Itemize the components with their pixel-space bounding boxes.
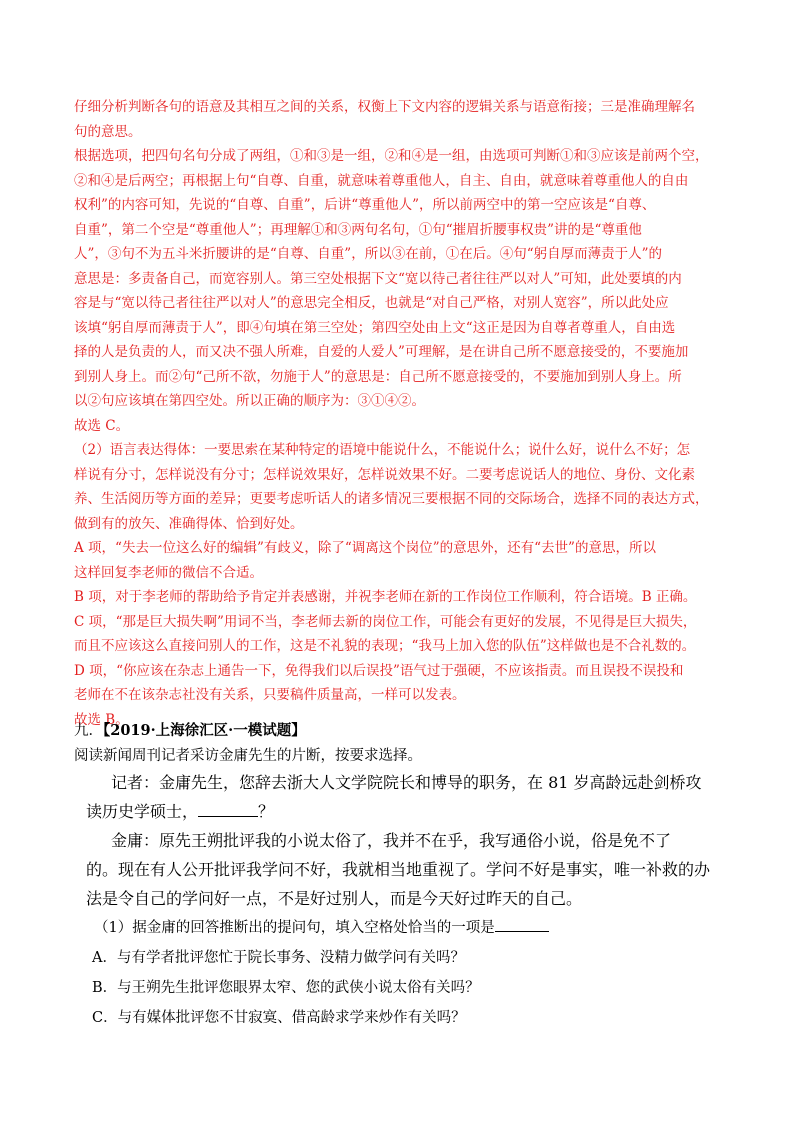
question-number: 九． [74,723,103,739]
answer-line: 意思是：多责备自己，而宽容别人。第三空处根据下文“宽以待己者往往严以对人”可知，此处要填的内 [74,270,682,287]
reporter-line-continued: 读历史学硕士， ？ [0,797,800,826]
jinyong-line: 法是令自己的学问好一点，不是好过别人，而是今天好过昨天的自己。 [86,889,583,908]
answer-line: 做到有的放矢、准确得体、恰到好处。 [74,515,304,532]
question-source: 【2019·上海徐汇区·一模试题】 [103,722,306,739]
answer-line: 样说有分寸，怎样说没有分寸；怎样说效果好，怎样说效果不好。二要考虑说话人的地位、身份、文化素 [74,466,695,483]
question-instruction: 阅读新闻周刊记者采访金庸先生的片断，按要求选择。 [74,748,422,764]
fill-blank [198,798,258,817]
answer-line: D 项，“你应该在杂志上通告一下，免得我们以后误投”语气过于强硬，不应该指责。而且误投不误投和 [74,662,684,679]
answer-line: 人”，③句不为五斗米折腰讲的是“自尊、自重”，所以③在前，①在后。④句“躬自厚而薄责于人”的 [74,246,663,262]
interview-excerpt [0,768,800,913]
question-heading [0,718,800,744]
answer-line: B 项，对于李老师的帮助给予肯定并表感谢，并祝李老师在新的工作岗位工作顺利，符合语境。B 正确。 [74,589,697,605]
answer-line: 根据选项，把四句名句分成了两组，①和③是一组，②和④是一组，由选项可判断①和③应该是前两个空， [74,148,709,164]
answer-line: 该填“躬自厚而薄责于人”，即④句填在第三空处；第四空处由上文“这正是因为自尊者尊重人，自由选 [74,319,676,336]
answer-line: 而且不应该这么直接问别人的工作，这是不礼貌的表现；“我马上加入您的队伍”这样做也是不合礼数的。 [74,638,696,654]
reporter-line: 记者：金庸先生，您辞去浙大人文学院院长和博导的职务，在 81 岁高龄远赴剑桥攻 [111,773,702,792]
answer-explanation [0,95,800,732]
answer-line: （2）语言表达得体：一要思索在某种特定的语境中能说什么，不能说什么；说什么好，说什么不好；怎 [74,442,691,458]
answer-line: 择的人是负责的人，而又决不强人所难，自爱的人爱人”可理解，是在讲自己所不愿意接受的，不要施加 [74,344,689,360]
sub-question [0,913,800,1033]
answer-line: 容是与“宽以待己者往往严以对人”的意思完全相反，也就是“对自己严格，对别人宽容”，所以此处应 [74,295,669,311]
jinyong-line: 的。现在有人公开批评我学问不好，我就相当地重视了。学问不好是事实，唯一补救的办 [86,860,711,879]
answer-line: ②和④是后两空；再根据上句“自尊、自重，就意味着尊重他人，自主、自由，就意味着尊重他人的自由 [74,172,689,189]
answer-blank [495,913,549,932]
answer-line: 句的意思。 [74,123,142,140]
answer-line: C 项，“那是巨大损失啊”用词不当，李老师去新的岗位工作，可能会有更好的发展，不见得是巨大损失， [74,613,697,630]
jinyong-line: 金庸：原先王朔批评我的小说太俗了，我并不在乎，我写通俗小说，俗是免不了 [111,831,672,850]
answer-line: 这样回复李老师的微信不合适。 [74,564,263,581]
sub-question-stem: （1）据金庸的回答推断出的提问句，填入空格处恰当的一项是 [0,913,800,943]
answer-line: 养、生活阅历等方面的差异；更要考虑听话人的诸多情况三要根据不同的交际场合，选择不同的表达方式， [74,491,709,507]
answer-line: 以②句应该填在第四空处。所以正确的顺序为：③①④②。 [74,393,425,409]
answer-line: 到别人身上。而②句“己所不欲，勿施于人”的意思是：自己所不愿意接受的，不要施加到别人身上。所 [74,368,682,385]
option-c: C．与有媒体批评您不甘寂寞、借高龄求学来炒作有关吗？ [92,1010,466,1026]
answer-line: A 项，“失去一位这么好的编辑”有歧义，除了“调离这个岗位”的意思外，还有“去世”的意思，所以 [74,540,656,556]
answer-line: 自重”，第二个空是“尊重他人”；再理解①和③两句名句，①句“摧眉折腰事权贵”讲的是“尊重他 [74,221,642,238]
question-section [0,718,800,1033]
option-a: A．与有学者批评您忙于院长事务、没精力做学问有关吗？ [92,950,465,966]
answer-choice-line: 故选 C。 [74,417,130,434]
answer-line: 权利”的内容可知，先说的“自尊、自重”，后讲“尊重他人”，所以前两空中的第一空应该是“自尊、 [74,197,656,213]
answer-choice-line: 故选 B。 [74,711,129,728]
option-b: B．与王朔先生批评您眼界太窄、您的武侠小说太俗有关吗？ [92,980,480,996]
answer-line: 老师在不在该杂志社没有关系，只要稿件质量高，一样可以发表。 [74,687,466,703]
answer-line: 仔细分析判断各句的语意及其相互之间的关系，权衡上下文内容的逻辑关系与语意衔接；三是准确理解名 [74,99,695,115]
